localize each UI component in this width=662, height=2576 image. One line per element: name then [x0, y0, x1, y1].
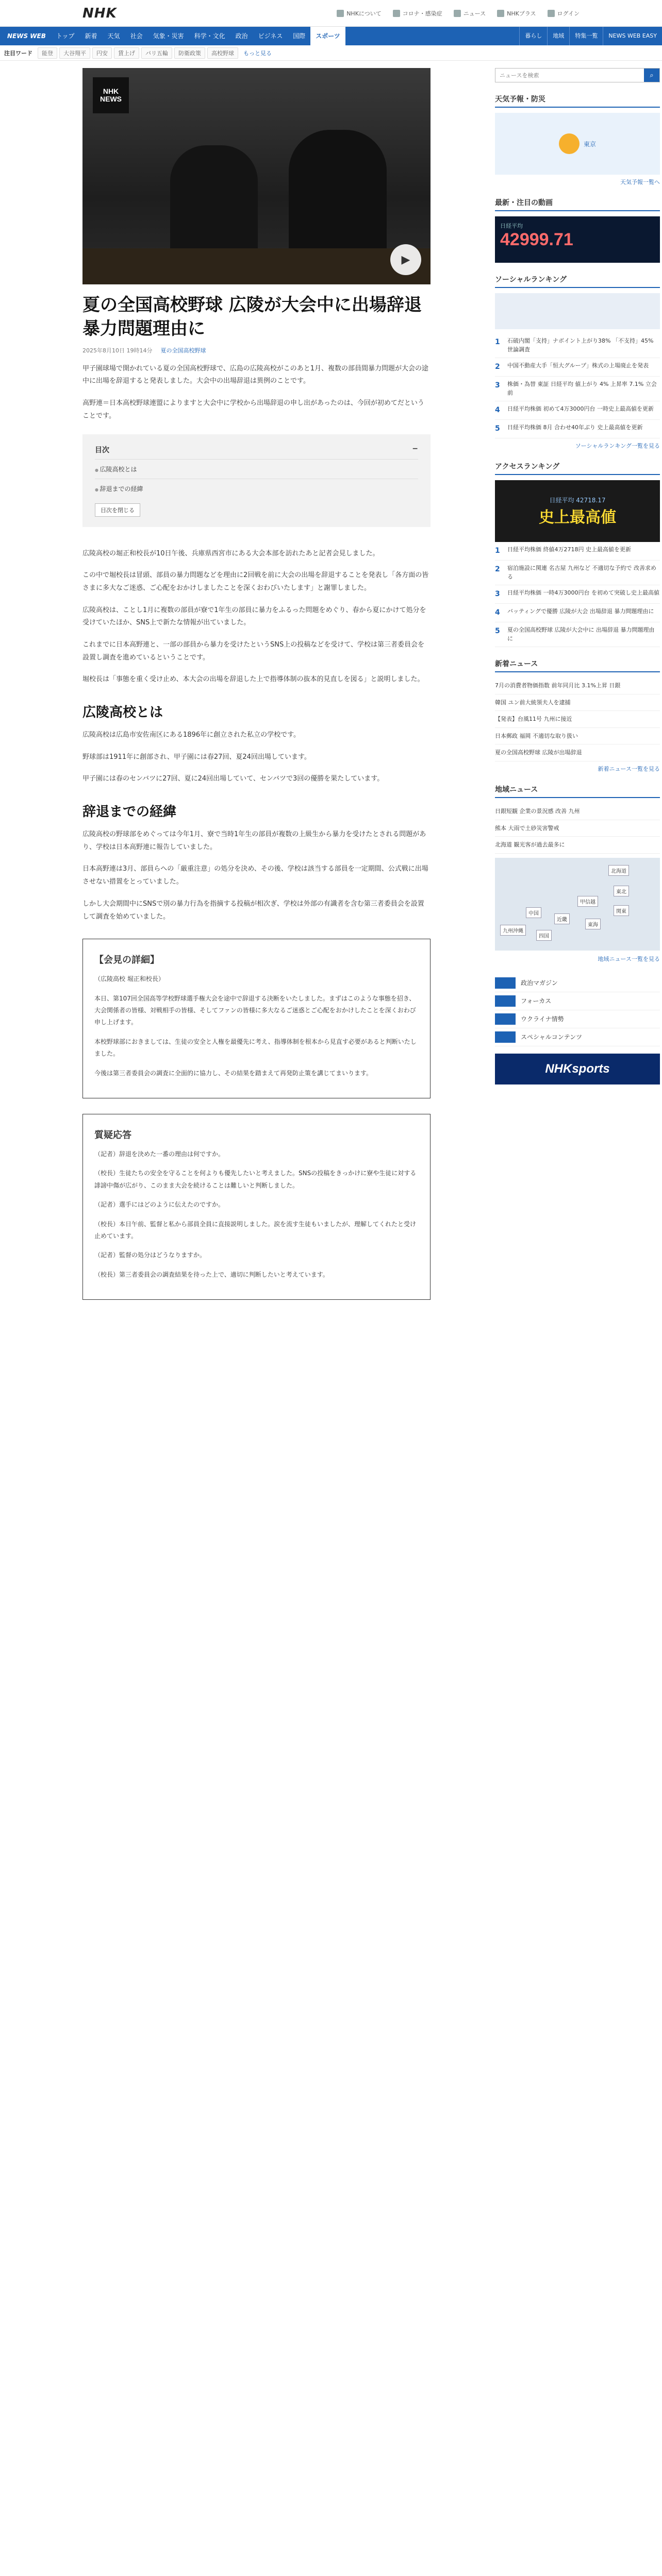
service-link[interactable]	[495, 992, 660, 1010]
article-date: 2025年8月10日 19時14分	[82, 347, 153, 354]
toc-title: 目次	[95, 446, 109, 454]
box-paragraph: 本校野球部におきましては、生徒の安全と人権を最優先に考え、指導体制を根本から見直す必要があると判断いたしました。	[94, 1038, 417, 1058]
card-title: 新着ニュース	[495, 658, 660, 672]
ranking-text: 日経平均株価 8月 合わせ40年ぶり 史上最高値を更新	[507, 424, 643, 431]
nhk-news-badge	[93, 77, 129, 113]
news-item[interactable]: 夏の全国高校野球 広陵が出場辞退	[495, 744, 660, 761]
service-label: フォーカス	[521, 997, 552, 1005]
ranking-text: 夏の全国高校野球 広陵が大会中に 出場辞退 暴力問題理由に	[507, 626, 655, 642]
body-paragraph: 堀校長は「事態を重く受け止め、本大会の出場を辞退した上で指導体制の抜本的見直しを図る」と説明しました。	[82, 675, 424, 684]
search-box	[495, 68, 660, 82]
card-title: 天気予報・防災	[495, 94, 660, 108]
trending-chip[interactable]: パリ五輪	[141, 47, 172, 59]
weather-city: 東京	[583, 140, 596, 148]
nav-life[interactable]: 暮らし	[519, 27, 547, 45]
local-news-card	[495, 784, 660, 963]
news-item[interactable]: 北海道 観光客が過去最多に	[495, 837, 660, 854]
user-icon	[548, 10, 555, 17]
top-header	[0, 0, 662, 27]
search-button[interactable]	[644, 69, 659, 82]
body-paragraph: これまでに日本高野連と、一部の部員から暴力を受けたというSNS上の投稿などを受けて、学校は第三者委員会を設置し調査を進めているということです。	[82, 640, 424, 662]
stock-value: 42999.71	[500, 230, 573, 249]
nav-weather[interactable]: 天気	[107, 32, 120, 40]
body-paragraph: 広陵高校は広島市安佐南区にある1896年に創立された私立の学校です。	[82, 731, 301, 739]
stock-label: 日経平均	[500, 223, 523, 229]
market-card	[495, 197, 660, 263]
access-top-image[interactable]	[495, 480, 660, 542]
toc-close-button[interactable]: 目次を閉じる	[95, 503, 140, 517]
news-item[interactable]: 7月の消費者物価指数 前年同月比 3.1%上昇 日銀	[495, 677, 660, 694]
trending-chip[interactable]: 高校野球	[207, 47, 238, 59]
news-item[interactable]: 日本郵政 福岡 不適切な取り扱い	[495, 728, 660, 745]
box-title: 質疑応答	[94, 1129, 131, 1141]
search-input[interactable]	[495, 69, 644, 82]
ranking-text: バッティングで優勝 広陵が大会 出場辞退 暴力問題理由に	[507, 608, 654, 615]
card-title: アクセスランキング	[495, 461, 660, 475]
article-video[interactable]	[82, 68, 431, 284]
trending-chip[interactable]: 能登	[38, 47, 57, 59]
news-item[interactable]: 韓国 ユン前大統領夫人を逮捕	[495, 694, 660, 711]
social-ranking-card	[495, 274, 660, 450]
ranking-item[interactable]: 4 日経平均株価 初めて4万3000円台 一時史上最高値を更新	[495, 401, 660, 420]
virus-icon	[393, 10, 400, 17]
region-button[interactable]: 東北	[614, 886, 629, 896]
header-link-news[interactable]: ニュース	[454, 9, 486, 18]
region-button[interactable]: 東海	[585, 919, 601, 929]
ranking-text: 石破内閣「支持」ナボイント上がり38% 「不支持」45% 世論調査	[507, 337, 654, 353]
toc-toggle-icon[interactable]: −	[412, 444, 418, 453]
nav-sports[interactable]: スポーツ	[310, 27, 345, 45]
body-paragraph: 広陵高校の堀正和校長が10日午後、兵庫県西宮市にある大会本部を訪れたあと記者会見しました。	[82, 549, 379, 557]
body-paragraph: 広陵高校は、ことし1月に複数の部員が寮で1年生の部員に暴力をふるった問題をめぐり、春から夏にかけて処分を受けていたほか、SNS上で新たな情報が出ていました。	[82, 606, 426, 627]
weather-card	[495, 94, 660, 186]
article-tag[interactable]: 夏の全国高校野球	[160, 347, 206, 354]
news-item[interactable]: 【発表】台風11号 九州に接近	[495, 711, 660, 728]
ranking-text: 中国不動産大手「恒大グループ」株式の上場廃止を発表	[507, 362, 649, 369]
nav-local[interactable]: 地域	[547, 27, 569, 45]
badge-line: NHK	[103, 87, 119, 95]
nav-science[interactable]: 科学・文化	[194, 32, 225, 40]
ranking-item[interactable]: 1 日経平均株価 終値4万2718円 史上最高値を更新	[495, 542, 660, 561]
sun-icon	[559, 133, 580, 154]
photo-desk	[82, 248, 431, 284]
region-button[interactable]: 近畿	[554, 913, 570, 924]
weather-widget[interactable]	[495, 113, 660, 175]
toc-item[interactable]: ● 辞退までの経緯	[95, 479, 418, 498]
body-paragraph: この中で堀校長は冒頭、部員の暴力問題などを理由に2回戦を前に大会の出場を辞退することを発表し「各方面の皆さまに多大なご迷惑、ご心配をおかけしましたことを深くおわびいたします」と謝罪しました。	[82, 571, 429, 592]
box-subtitle: （広陵高校 堀正和校長）	[94, 975, 164, 983]
ranking-item[interactable]: 1 石破内閣「支持」ナボイント上がり38% 「不支持」45% 世論調査	[495, 333, 660, 358]
trending-chip[interactable]: 防衛政策	[174, 47, 205, 59]
card-title: 最新・注目の動画	[495, 197, 660, 211]
region-button[interactable]: 中国	[526, 907, 541, 918]
ranking-text: 日経平均株価 一時4万3000円台 を初めて突破し史上最高値	[507, 589, 659, 596]
service-link[interactable]	[495, 974, 660, 992]
nav-tail	[519, 27, 662, 45]
body-paragraph: 日本高野連は3月、部員らへの「厳重注意」の処分を決め、その後、学校は該当する部員を一定期間、公式戦に出場させない措置をとっていました。	[82, 865, 428, 886]
ranking-item[interactable]: 5 日経平均株価 8月 合わせ40年ぶり 史上最高値を更新	[495, 420, 660, 438]
service-thumb	[495, 1013, 516, 1025]
section-heading: 広陵高校とは	[82, 705, 163, 721]
ranking-item[interactable]: 2 宿泊施設に関連 名古屋 九州など 不適切な予約で 改善求める	[495, 561, 660, 585]
header-link-login[interactable]: ログイン	[548, 9, 580, 18]
card-title: ソーシャルランキング	[495, 274, 660, 288]
service-link[interactable]	[495, 1028, 660, 1046]
box-paragraph: （記者）辞退を決めた一番の理由は何ですか。	[94, 1150, 225, 1158]
access-big-text: 史上最高値	[539, 508, 616, 527]
press-conference-box	[82, 939, 431, 1098]
qa-box	[82, 1114, 431, 1300]
ranking-item[interactable]: 5 夏の全国高校野球 広陵が大会中に 出場辞退 暴力問題理由に	[495, 622, 660, 647]
trending-chip[interactable]: 円安	[92, 47, 112, 59]
access-ranking-card	[495, 461, 660, 647]
nav-brand[interactable]: NEWS WEB	[7, 32, 46, 40]
section-heading: 辞退までの経緯	[82, 804, 177, 820]
article-title: 夏の全国高校野球 広陵が大会中に出場辞退 暴力問題理由に	[82, 295, 422, 339]
article-meta	[82, 346, 431, 354]
box-paragraph: （校長）生徒たちの安全を守ることを何よりも優先したいと考えました。SNSの投稿をきっかけに寮や生徒に対する誹謗中傷が広がり、このまま大会を続けることは難しいと判断しました。	[94, 1170, 417, 1189]
region-button[interactable]: 甲信越	[577, 896, 598, 907]
nav-politics[interactable]: 政治	[235, 32, 248, 40]
table-of-contents	[82, 434, 431, 527]
news-icon	[454, 10, 461, 17]
service-link[interactable]	[495, 1010, 660, 1028]
new-news-card	[495, 658, 660, 773]
trending-words-bar	[0, 45, 662, 61]
ranking-item[interactable]: 3 株価・為替 東証 日経平均 値上がり 4% 上昇率 7.1% 立会前	[495, 377, 660, 401]
play-icon	[497, 10, 504, 17]
box-paragraph: （校長）第三者委員会の調査結果を待った上で、適切に判断したいと考えています。	[94, 1270, 329, 1278]
trending-chip[interactable]: 大谷翔平	[59, 47, 90, 59]
header-links	[337, 9, 580, 18]
body-paragraph: しかし大会期間中にSNSで別の暴力行為を指摘する投稿が相次ぎ、学校は外部の有識者を含む第三者委員会を設置して調査を始めていました。	[82, 900, 424, 921]
box-paragraph: 今後は第三者委員会の調査に全面的に協力し、その結果を踏まえて再発防止策を講じてまいります。	[94, 1069, 373, 1077]
local-more-link[interactable]: 地域ニュース一覧を見る	[598, 955, 660, 962]
ranking-text: 日経平均株価 終値4万2718円 史上最高値を更新	[507, 546, 631, 553]
toc-item[interactable]: ● 広陵高校とは	[95, 459, 418, 479]
nav-international[interactable]: 国際	[293, 32, 306, 40]
service-thumb	[495, 995, 516, 1007]
japan-region-map	[495, 858, 660, 951]
service-thumb	[495, 1031, 516, 1043]
body-paragraph: 野球部は1911年に創部され、甲子園には春27回、夏24回出場しています。	[82, 753, 311, 761]
play-icon: ▶	[401, 253, 410, 266]
region-button[interactable]: 北海道	[608, 865, 629, 876]
ranking-text: 日経平均株価 初めて4万3000円台 一時史上最高値を更新	[507, 405, 654, 412]
sidebar	[495, 68, 660, 1315]
service-label: スペシャルコンテンツ	[521, 1033, 583, 1041]
trending-chip[interactable]: 賃上げ	[114, 47, 139, 59]
nav-features[interactable]: 特集一覧	[569, 27, 603, 45]
access-chart-label: 日経平均 42718.17	[549, 496, 606, 504]
ranking-item[interactable]: 3 日経平均株価 一時4万3000円台 を初めて突破し史上最高値	[495, 585, 660, 604]
region-button[interactable]: 関東	[614, 905, 629, 916]
header-link-plus[interactable]: NHKプラス	[497, 9, 536, 18]
news-item[interactable]: 熊本 大雨で土砂災害警戒	[495, 820, 660, 837]
service-label: ウクライナ情勢	[521, 1015, 564, 1023]
header-link-corona[interactable]: コロナ・感染症	[393, 9, 442, 18]
nav-top[interactable]: トップ	[56, 32, 75, 40]
article	[82, 68, 431, 1315]
ranking-item[interactable]: 2 中国不動産大手「恒大グループ」株式の上場廃止を発表	[495, 358, 660, 377]
service-thumb	[495, 977, 516, 989]
ranking-text: 株価・為替 東証 日経平均 値上がり 4% 上昇率 7.1% 立会前	[507, 381, 657, 396]
news-item[interactable]: 日銀短観 企業の景況感 改善 九州	[495, 803, 660, 820]
box-title: 【会見の詳細】	[94, 955, 159, 966]
region-button[interactable]: 九州沖縄	[500, 925, 526, 936]
ranking-banner[interactable]	[495, 293, 660, 329]
box-paragraph: （記者）選手にはどのように伝えたのですか。	[94, 1201, 225, 1209]
nhk-logo[interactable]: NHK	[82, 5, 117, 21]
body-paragraph: 広陵高校の野球部をめぐっては今年1月、寮で当時1年生の部員が複数の上級生から暴力を受けたとされる問題があり、学校は日本高野連に報告していました。	[82, 831, 426, 851]
play-button[interactable]	[390, 244, 421, 275]
header-link-about[interactable]: NHKについて	[337, 9, 382, 18]
region-button[interactable]: 四国	[536, 930, 552, 941]
ranking-item[interactable]: 4 バッティングで優勝 広陵が大会 出場辞退 暴力問題理由に	[495, 604, 660, 622]
service-label: 政治マガジン	[521, 979, 558, 987]
nav-society[interactable]: 社会	[130, 32, 143, 40]
article-body	[82, 548, 431, 924]
box-paragraph: （記者）監督の処分はどうなりますか。	[94, 1251, 206, 1259]
services-card	[495, 974, 660, 1084]
nav-disaster[interactable]: 気象・災害	[153, 32, 184, 40]
nav-easy[interactable]: NEWS WEB EASY	[603, 27, 662, 45]
article-lead: 甲子園球場で開かれている夏の全国高校野球で、広島の広陵高校がこのあと1月、複数の部員間暴力問題が大会の途中に出場を辞退すると発表しました。大会中の出場辞退は異例のことです。	[82, 364, 429, 385]
article-lead: 高野連＝日本高校野球連盟によりますと大会中に学校から出場辞退の申し出があったのは、今回が初めてだということです。	[82, 399, 424, 420]
card-title: 地域ニュース	[495, 784, 660, 798]
body-paragraph: 甲子園には春のセンバツに27回、夏に24回出場していて、センバツで3回の優勝を果たしています。	[82, 775, 384, 783]
trending-label: 注目ワード	[4, 49, 32, 57]
search-icon: ⌕	[650, 71, 654, 79]
trending-more-link[interactable]: もっと見る	[243, 49, 272, 57]
info-icon	[337, 10, 344, 17]
box-paragraph: （校長）本日午前、監督と私から部員全員に直接説明しました。涙を流す生徒もいましたが、理解してくれたと受け止めています。	[94, 1220, 417, 1240]
nav-new[interactable]: 新着	[85, 32, 97, 40]
nhk-sports-banner[interactable]: NHKsports	[495, 1054, 660, 1084]
ranking-more-link[interactable]: ソーシャルランキング一覧を見る	[575, 443, 660, 449]
main-nav	[0, 27, 662, 45]
nav-business[interactable]: ビジネス	[258, 32, 283, 40]
news-more-link[interactable]: 新着ニュース一覧を見る	[598, 765, 660, 772]
box-paragraph: 本日、第107回全国高等学校野球選手権大会を途中で辞退する決断をいたしました。まずはこのような事態を招き、大会関係者の皆様、対戦相手の皆様、そしてファンの皆様に多大なるご迷惑とご心配をおかけしたことを深くおわび申し上げます。	[94, 994, 416, 1026]
stock-widget[interactable]	[495, 216, 660, 263]
weather-more-link[interactable]: 天気予報一覧へ	[620, 179, 660, 185]
ranking-text: 宿泊施設に関連 名古屋 九州など 不適切な予約で 改善求める	[507, 565, 656, 580]
badge-line: NEWS	[100, 95, 122, 103]
